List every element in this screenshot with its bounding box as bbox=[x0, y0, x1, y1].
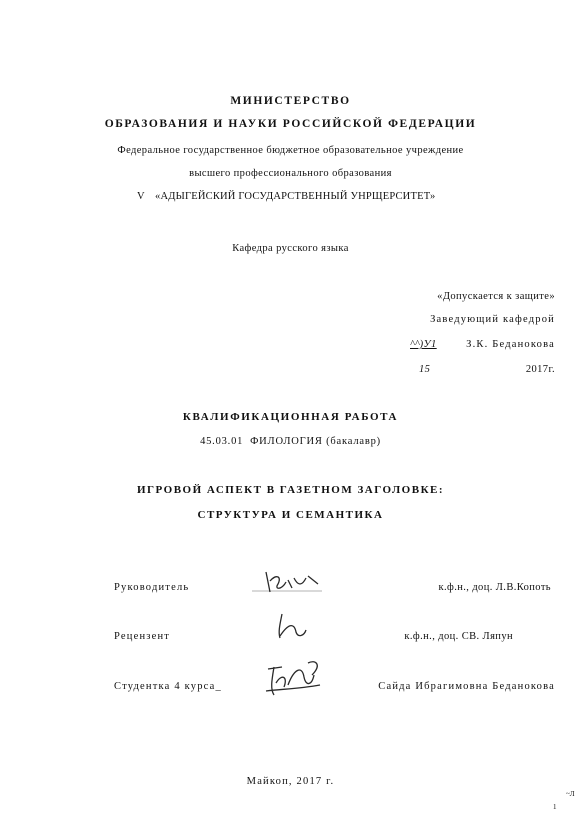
supervisor-label: Руководитель bbox=[114, 582, 190, 593]
department-head-name: З.К. Беданокова bbox=[466, 339, 555, 350]
specialty-field: ФИЛОЛОГИЯ (бакалавр) bbox=[250, 436, 381, 447]
approval-year: 2017г. bbox=[525, 364, 555, 375]
student-signature bbox=[262, 655, 326, 699]
supervisor-signature bbox=[252, 566, 324, 596]
reviewer-label: Рецензент bbox=[114, 631, 171, 642]
reviewer-signature bbox=[270, 610, 310, 644]
department-name: Кафедра русского языка bbox=[232, 243, 349, 254]
thesis-title-line2: СТРУКТУРА И СЕМАНТИКА bbox=[197, 509, 384, 521]
thesis-title-line1: ИГРОВОЙ АСПЕКТ В ГАЗЕТНОМ ЗАГОЛОВКЕ: bbox=[136, 484, 445, 496]
specialty-code: 45.03.01 bbox=[200, 436, 244, 447]
approval-line: «Допускается к защите» bbox=[437, 291, 555, 302]
reviewer-name: к.ф.н., доц. СВ. Ляпун bbox=[404, 631, 513, 642]
institution-type: Федеральное государственное бюджетное образовательное учреждение bbox=[117, 145, 464, 156]
work-specialty bbox=[0, 436, 581, 447]
department-head-label: Заведующий кафедрой bbox=[430, 314, 555, 325]
institution-level: высшего профессионального образования bbox=[189, 168, 392, 179]
supervisor-name: к.ф.н., доц. Л.В.Копоть bbox=[438, 582, 551, 593]
ministry-title: МИНИСТЕРСТВО bbox=[230, 95, 351, 107]
corner-page-mark: 1 bbox=[553, 803, 557, 811]
corner-mark: ~Л bbox=[566, 790, 575, 798]
work-type: КВАЛИФИКАЦИОННАЯ РАБОТА bbox=[182, 411, 399, 423]
student-name: Сайда Ибрагимовна Беданокова bbox=[378, 681, 555, 692]
university-name: «АДЫГЕЙСКИЙ ГОСУДАРСТВЕННЫЙ УНРЩЕРСИТЕТ» bbox=[155, 191, 436, 202]
student-label: Студентка 4 курса_ bbox=[114, 681, 222, 692]
head-signature-mark: ^^)У1 bbox=[410, 339, 437, 350]
ministry-subtitle: ОБРАЗОВАНИЯ И НАУКИ РОССИЙСКОЙ ФЕДЕРАЦИИ bbox=[104, 118, 477, 130]
approval-day: 15 bbox=[419, 364, 431, 375]
city-year: Майкоп, 2017 г. bbox=[246, 776, 335, 787]
stray-mark: V bbox=[137, 191, 145, 202]
